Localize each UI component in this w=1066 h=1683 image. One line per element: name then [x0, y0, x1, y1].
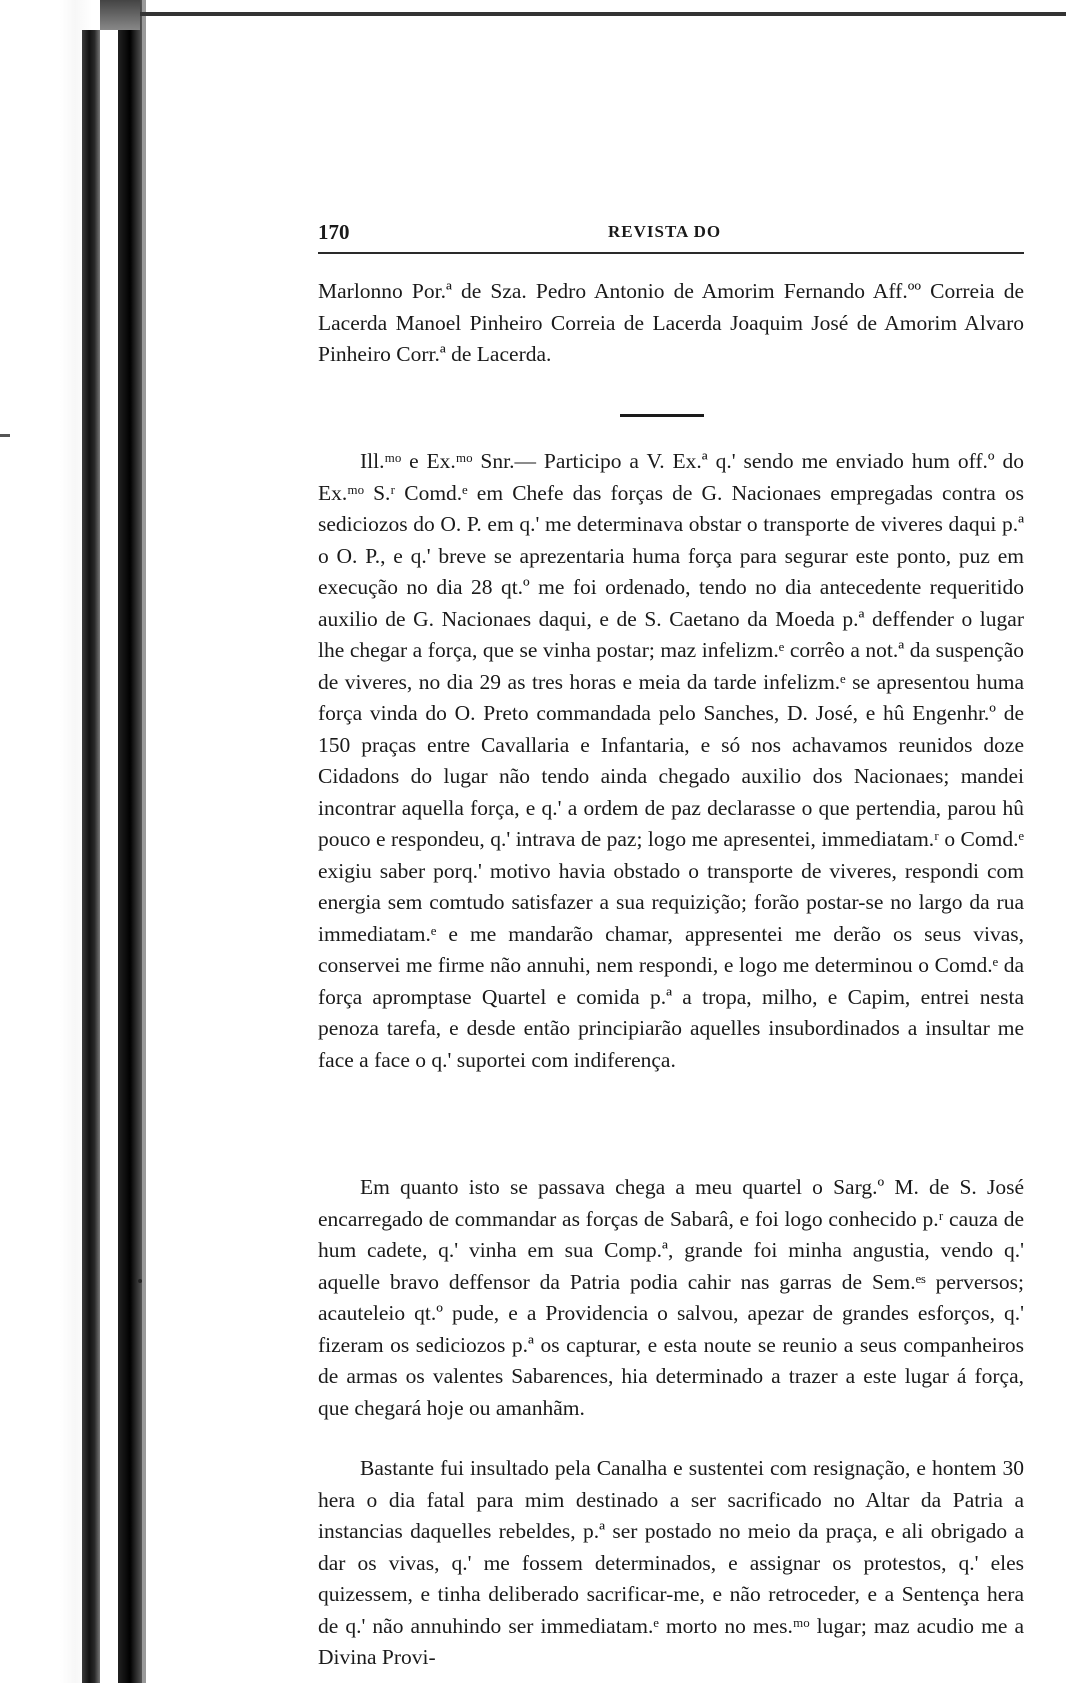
section-divider	[620, 414, 704, 417]
signatories-paragraph: Marlonno Por.ª de Sza. Pedro Antonio de Amorim Fernando Aff.ºº Correia de Lacerda Manoel Pinheiro Correia de Lacerda Joaquim José de Amorim Alvaro Pinheiro Corr.ª de Lacerda.	[318, 279, 1024, 366]
page-edge	[142, 0, 146, 1683]
body-paragraph: Em quanto isto se passava chega a meu quartel o Sarg.º M. de S. José encarregado de commandar as forças de Sabarâ, e foi logo conhecido p.ʳ cauza de hum cadete, q.' vinha em sua Comp.ª, grande foi minha angustia, vendo q.' aquelle bravo deffensor da Patria podia cahir nas garras de Sem.ᵉˢ perversos; acauteleio qt.º pude, e a Providencia o salvou, apezar de grandes esforços, q.' fizeram os sediciozos p.ª os capturar, e esta noute se reunio a seus companheiros de armas os valentes Sabarences, hia determinado a trazer a este lugar á força, que chegará hoje ou amanhãm.	[318, 1175, 1024, 1420]
header-rule	[318, 252, 1024, 254]
scan-speck	[138, 1279, 142, 1283]
scan-margin-mark	[0, 434, 10, 437]
running-title: REVISTA DO	[608, 222, 722, 241]
body-paragraph: Ill.ᵐᵒ e Ex.ᵐᵒ Snr.— Participo a V. Ex.ª q.' sendo me enviado hum off.º do Ex.ᵐᵒ S.ʳ Comd.ᵉ em Chefe das forças de G. Nacionaes empregadas contra os sediciozos do O. P. em q.' me determinava obstar o transporte de viveres daqui p.ª o O. P., e q.' breve se aprezentaria huma força para segurar este ponto, puz em execução no dia 28 qt.º me foi ordenado, tendo no dia antecedente requeritido auxilio de G. Nacionaes daqui, e de S. Caetano da Moeda p.ª deffender o lugar lhe chegar a força, que se vinha postar; maz infelizm.ᵉ corrêo a not.ª da suspenção de viveres, no dia 29 as tres horas e meia da tarde infelizm.ᵉ se apresentou huma força vinda do O. Preto commandada pelo Sanches, D. José, e hû Engenhr.º de 150 praças entre Cavallaria e Infantaria, e só nos achavamos reunidos doze Cidadons do lugar não tendo ainda chegado auxilio dos Nacionaes; mandei incontrar aquella força, e q.' a ordem de paz declarasse o que pertendia, parou hû pouco e respondeu, q.' intrava de paz; logo me apresentei, immediatam.ʳ o Comd.ᵉ exigiu saber porq.' motivo havia obstado o transporte de viveres, respondi com energia sem comtudo satisfazer a sua requizição; forão postar-se no largo da rua immediatam.ᵉ e me mandarão chamar, appresentei me derão os seus vivas, conservei me firme não annuhi, nem respondi, e logo me determinou o Comd.ᵉ da força apromptase Quartel e comida p.ª a tropa, milho, e Capim, entrei nesta penoza tarefa, e desde então principiarão aquelles insubordinados a insultar me face a face o q.' suportei com indiferença.	[318, 449, 1024, 1072]
scan-top-border	[140, 12, 1066, 16]
binding-gutter	[118, 0, 142, 1683]
body-paragraph: Bastante fui insultado pela Canalha e sustentei com resignação, e hontem 30 hera o dia fatal para mim destinado a ser sacrificado no Altar da Patria a instancias daquelles rebeldes, p.ª ser postado no meio da praça, e ali obrigado a dar os vivas, q.' me fossem determinados, e assignar os protestos, q.' eles quizessem, e tinha deliberado sacrificar-me, e não retroceder, e a Sentença hera de q.' não annuhindo ser immediatam.ᵉ morto no mes.ᵐᵒ lugar; maz acudio me a Divina Provi-	[318, 1456, 1024, 1669]
page-number: 170	[318, 220, 350, 244]
binding-shadow-band	[82, 30, 100, 1683]
page-header	[318, 220, 1024, 250]
scan-corner-mark	[100, 0, 140, 30]
